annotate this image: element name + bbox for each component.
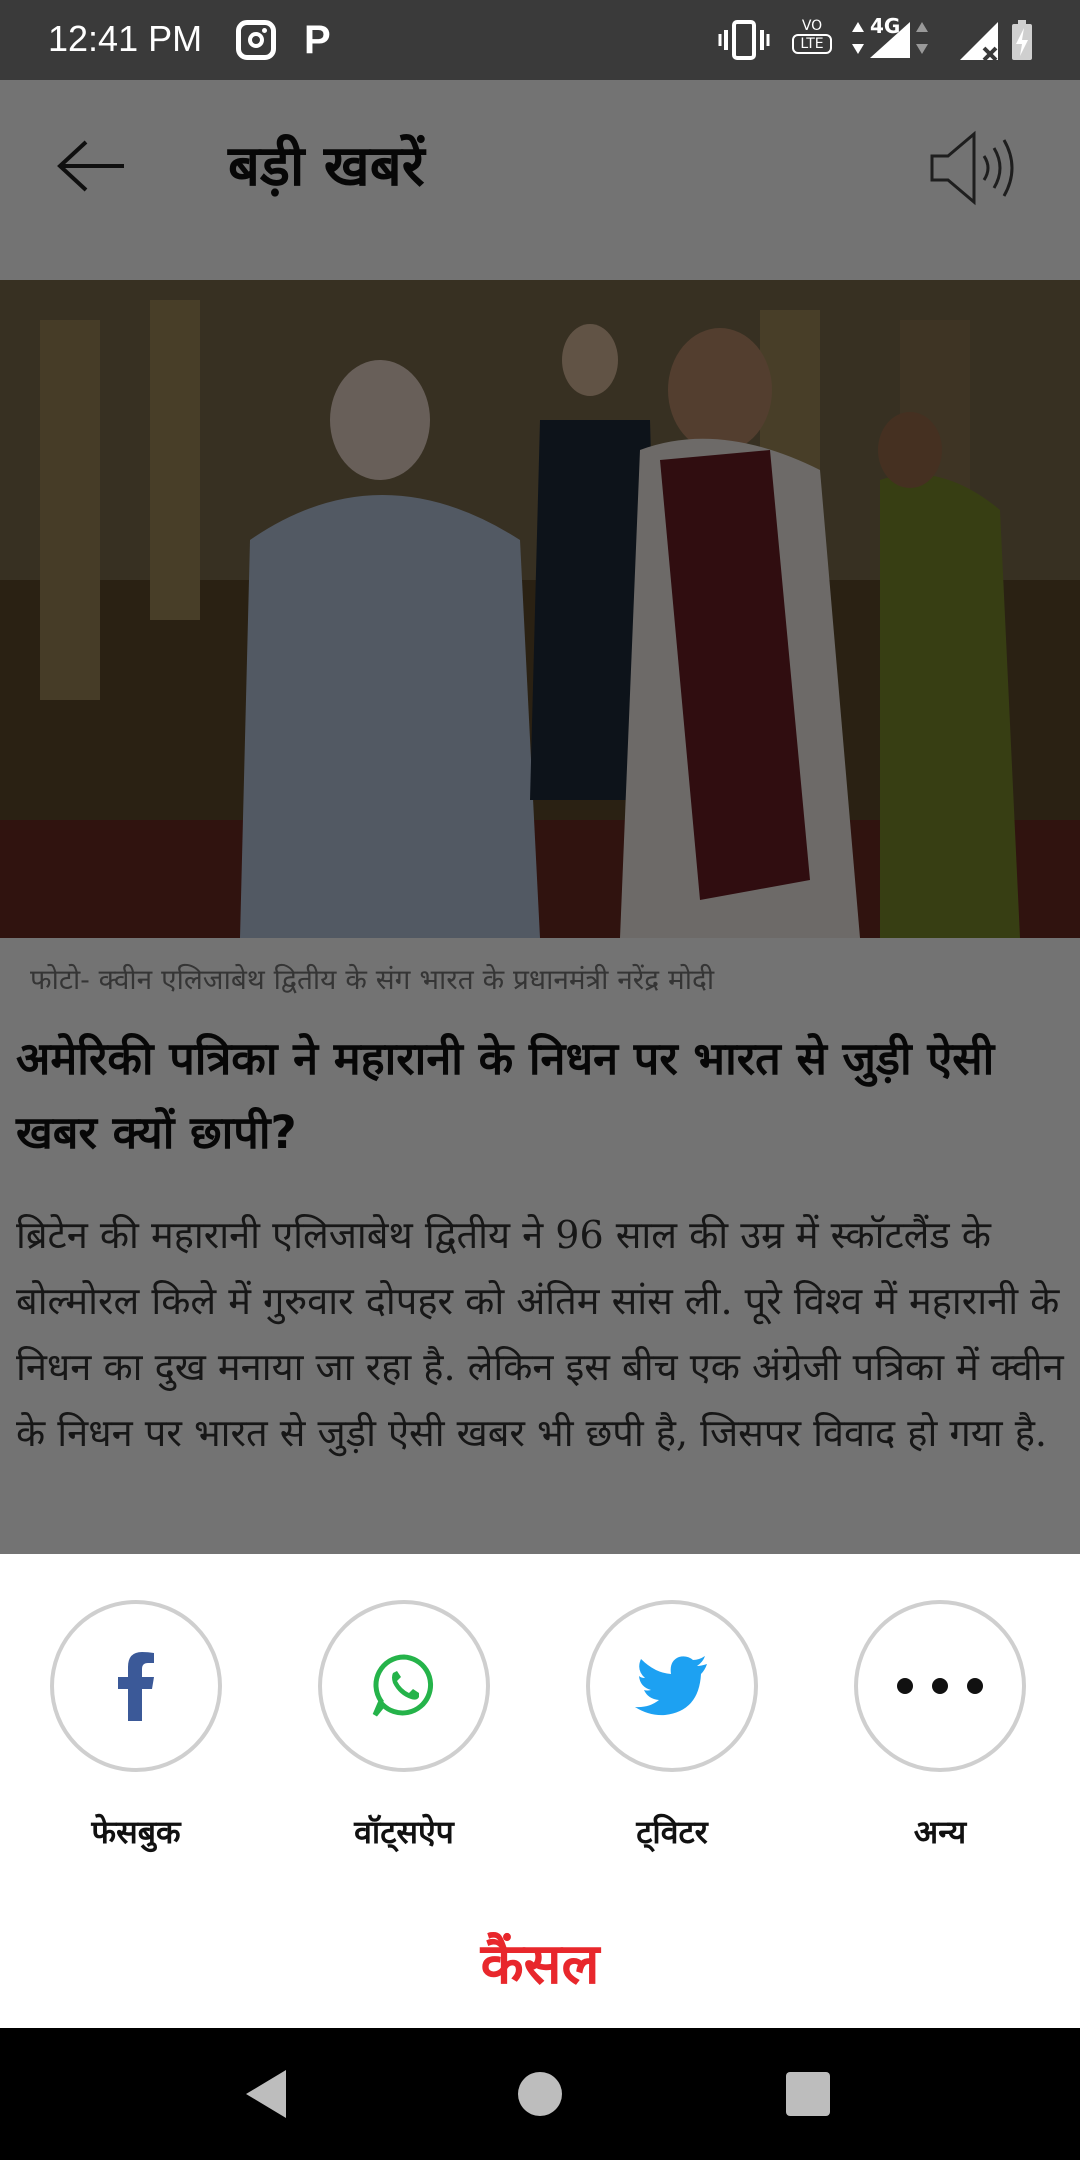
signal-icon <box>958 18 1002 62</box>
share-whatsapp-button[interactable] <box>318 1600 490 1772</box>
share-whatsapp-label: वॉट्सऐप <box>354 1813 454 1851</box>
instagram-icon <box>236 20 276 60</box>
volte-bottom: LTE <box>792 34 832 54</box>
share-twitter-label: ट्विटर <box>636 1813 708 1851</box>
status-bar <box>0 0 1080 80</box>
nav-back-icon[interactable] <box>244 2068 288 2124</box>
battery-icon <box>1010 18 1034 62</box>
volte-top: VO <box>801 18 823 34</box>
nav-home-icon[interactable] <box>518 2072 562 2116</box>
system-nav-bar <box>0 2028 1080 2160</box>
network-type-label: 4G <box>870 14 901 38</box>
volte-icon <box>792 18 832 62</box>
share-sheet <box>0 1554 1080 2028</box>
share-more-label: अन्य <box>913 1813 967 1851</box>
dim-overlay[interactable] <box>0 80 1080 1554</box>
facebook-icon <box>116 1651 156 1721</box>
status-time: 12:41 PM <box>48 18 203 59</box>
p-app-icon: P <box>304 18 331 62</box>
share-more-button[interactable] <box>854 1600 1026 1772</box>
whatsapp-icon <box>371 1653 437 1719</box>
twitter-icon <box>635 1656 709 1716</box>
more-dots-icon <box>895 1676 985 1696</box>
nav-recents-icon[interactable] <box>786 2072 830 2116</box>
cancel-button[interactable]: कैंसल <box>480 1932 600 1997</box>
vibrate-icon <box>718 18 770 62</box>
share-twitter-button[interactable] <box>586 1600 758 1772</box>
share-facebook-label: फेसबुक <box>91 1813 181 1851</box>
share-facebook-button[interactable] <box>50 1600 222 1772</box>
